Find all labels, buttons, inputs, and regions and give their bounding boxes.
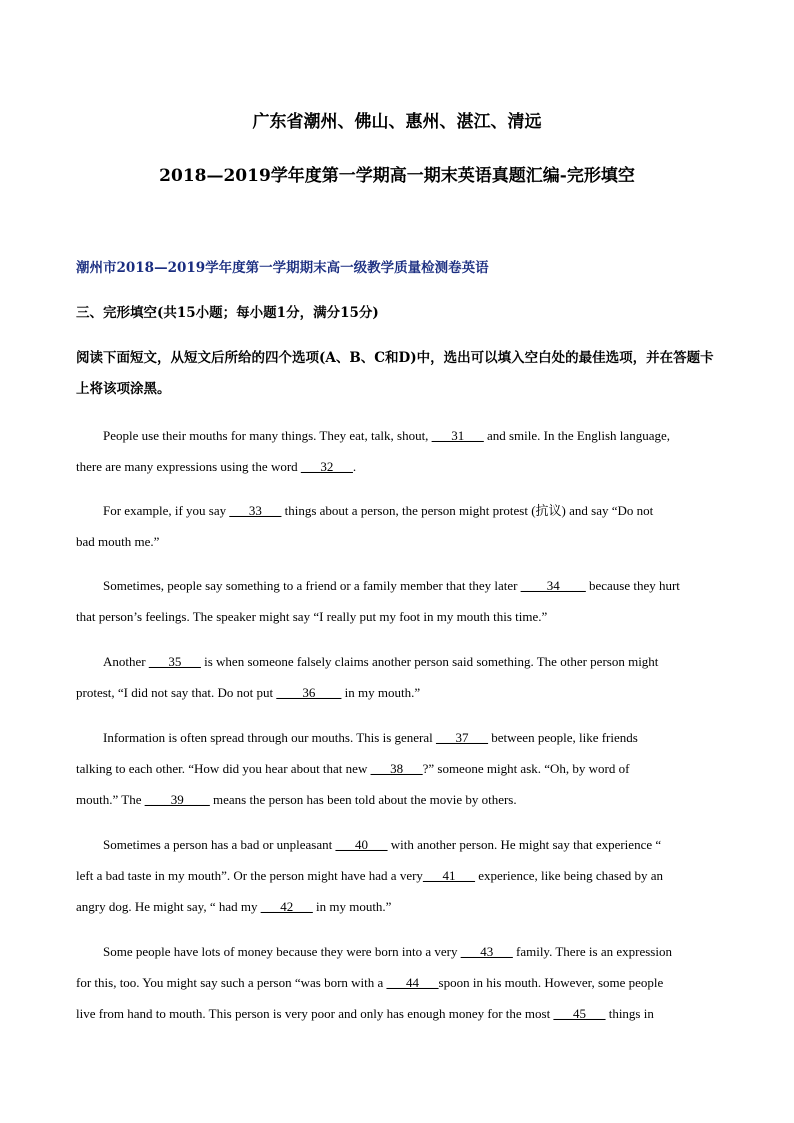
text: Another xyxy=(103,654,149,669)
text: between people, like friends xyxy=(488,730,638,745)
text: for this, too. You might say such a person “was born with a xyxy=(76,975,387,990)
blank-44: ___44___ xyxy=(386,975,439,990)
text: and smile. In the English language, xyxy=(483,428,670,443)
text: . xyxy=(352,459,357,474)
blank-35: ___35___ xyxy=(148,654,201,669)
blank-43: ___43___ xyxy=(460,944,513,959)
paragraph-3 xyxy=(76,570,718,632)
text: is when someone falsely claims another person said something. The other person might xyxy=(200,654,659,669)
paragraph-4 xyxy=(76,646,718,708)
text: family. There is an expression xyxy=(512,944,672,959)
paragraph-5 xyxy=(76,722,718,815)
instructions: 阅读下面短文，从短文后所给的四个选项(A、B、C和D)中，选出可以填入空白处的最佳选项，并在答题卡上将该项涂黑。 xyxy=(76,350,714,397)
text: mouth.” The xyxy=(76,792,145,807)
blank-41: ___41___ xyxy=(422,868,475,883)
text: that person’s feelings. The speaker might say “I really put my foot in my mouth this time.” xyxy=(76,609,548,624)
blank-42: ___42___ xyxy=(260,899,313,914)
blank-36: ____36____ xyxy=(276,685,342,700)
text: because they hurt xyxy=(585,578,680,593)
text: in my mouth.” xyxy=(341,685,421,700)
paragraph-6 xyxy=(76,829,718,922)
text: things about a person, the person might protest (抗议) and say “Do not xyxy=(281,503,654,518)
text: angry dog. He might say, “ had my xyxy=(76,899,261,914)
blank-33: ___33___ xyxy=(229,503,282,518)
text: with another person. He might say that experience “ xyxy=(387,837,662,852)
blank-34: ____34____ xyxy=(520,578,586,593)
text: For example, if you say xyxy=(103,503,230,518)
text: bad mouth me.” xyxy=(76,534,160,549)
text: means the person has been told about the movie by others. xyxy=(209,792,517,807)
blank-39: ____39____ xyxy=(144,792,210,807)
text: Information is often spread through our mouths. This is general xyxy=(103,730,437,745)
blank-31: ___31___ xyxy=(431,428,484,443)
text: live from hand to mouth. This person is very poor and only has enough money for the most xyxy=(76,1006,554,1021)
paragraph-1 xyxy=(76,420,718,482)
text: Some people have lots of money because they were born into a very xyxy=(103,944,461,959)
text: talking to each other. “How did you hear about that new xyxy=(76,761,371,776)
text: People use their mouths for many things. They eat, talk, shout, xyxy=(103,428,432,443)
document-title-line1: 广东省潮州、佛山、惠州、湛江、清远 xyxy=(252,112,542,132)
text: there are many expressions using the word xyxy=(76,459,301,474)
text: things in xyxy=(605,1006,654,1021)
text: Sometimes a person has a bad or unpleasant xyxy=(103,837,336,852)
text: protest, “I did not say that. Do not put xyxy=(76,685,277,700)
text: left a bad taste in my mouth”. Or the person might have had a very xyxy=(76,868,423,883)
blank-45: ___45___ xyxy=(553,1006,606,1021)
blank-37: ___37___ xyxy=(436,730,489,745)
paragraph-2 xyxy=(76,495,718,557)
text: ?” someone might ask. “Oh, by word of xyxy=(422,761,630,776)
blank-40: ___40___ xyxy=(335,837,388,852)
text: Sometimes, people say something to a friend or a family member that they later xyxy=(103,578,521,593)
paragraph-7 xyxy=(76,936,718,1029)
source-exam-title: 潮州市2018—2019学年度第一学期期末高一级教学质量检测卷英语 xyxy=(76,260,489,276)
blank-32: ___32___ xyxy=(300,459,353,474)
text: experience, like being chased by an xyxy=(474,868,663,883)
section-heading: 三、完形填空(共15小题；每小题1分，满分15分) xyxy=(76,305,379,321)
blank-38: ___38___ xyxy=(370,761,423,776)
text: in my mouth.” xyxy=(312,899,392,914)
text: spoon in his mouth. However, some people xyxy=(438,975,664,990)
document-title-line2: 2018—2019学年度第一学期高一期末英语真题汇编-完形填空 xyxy=(159,166,635,186)
